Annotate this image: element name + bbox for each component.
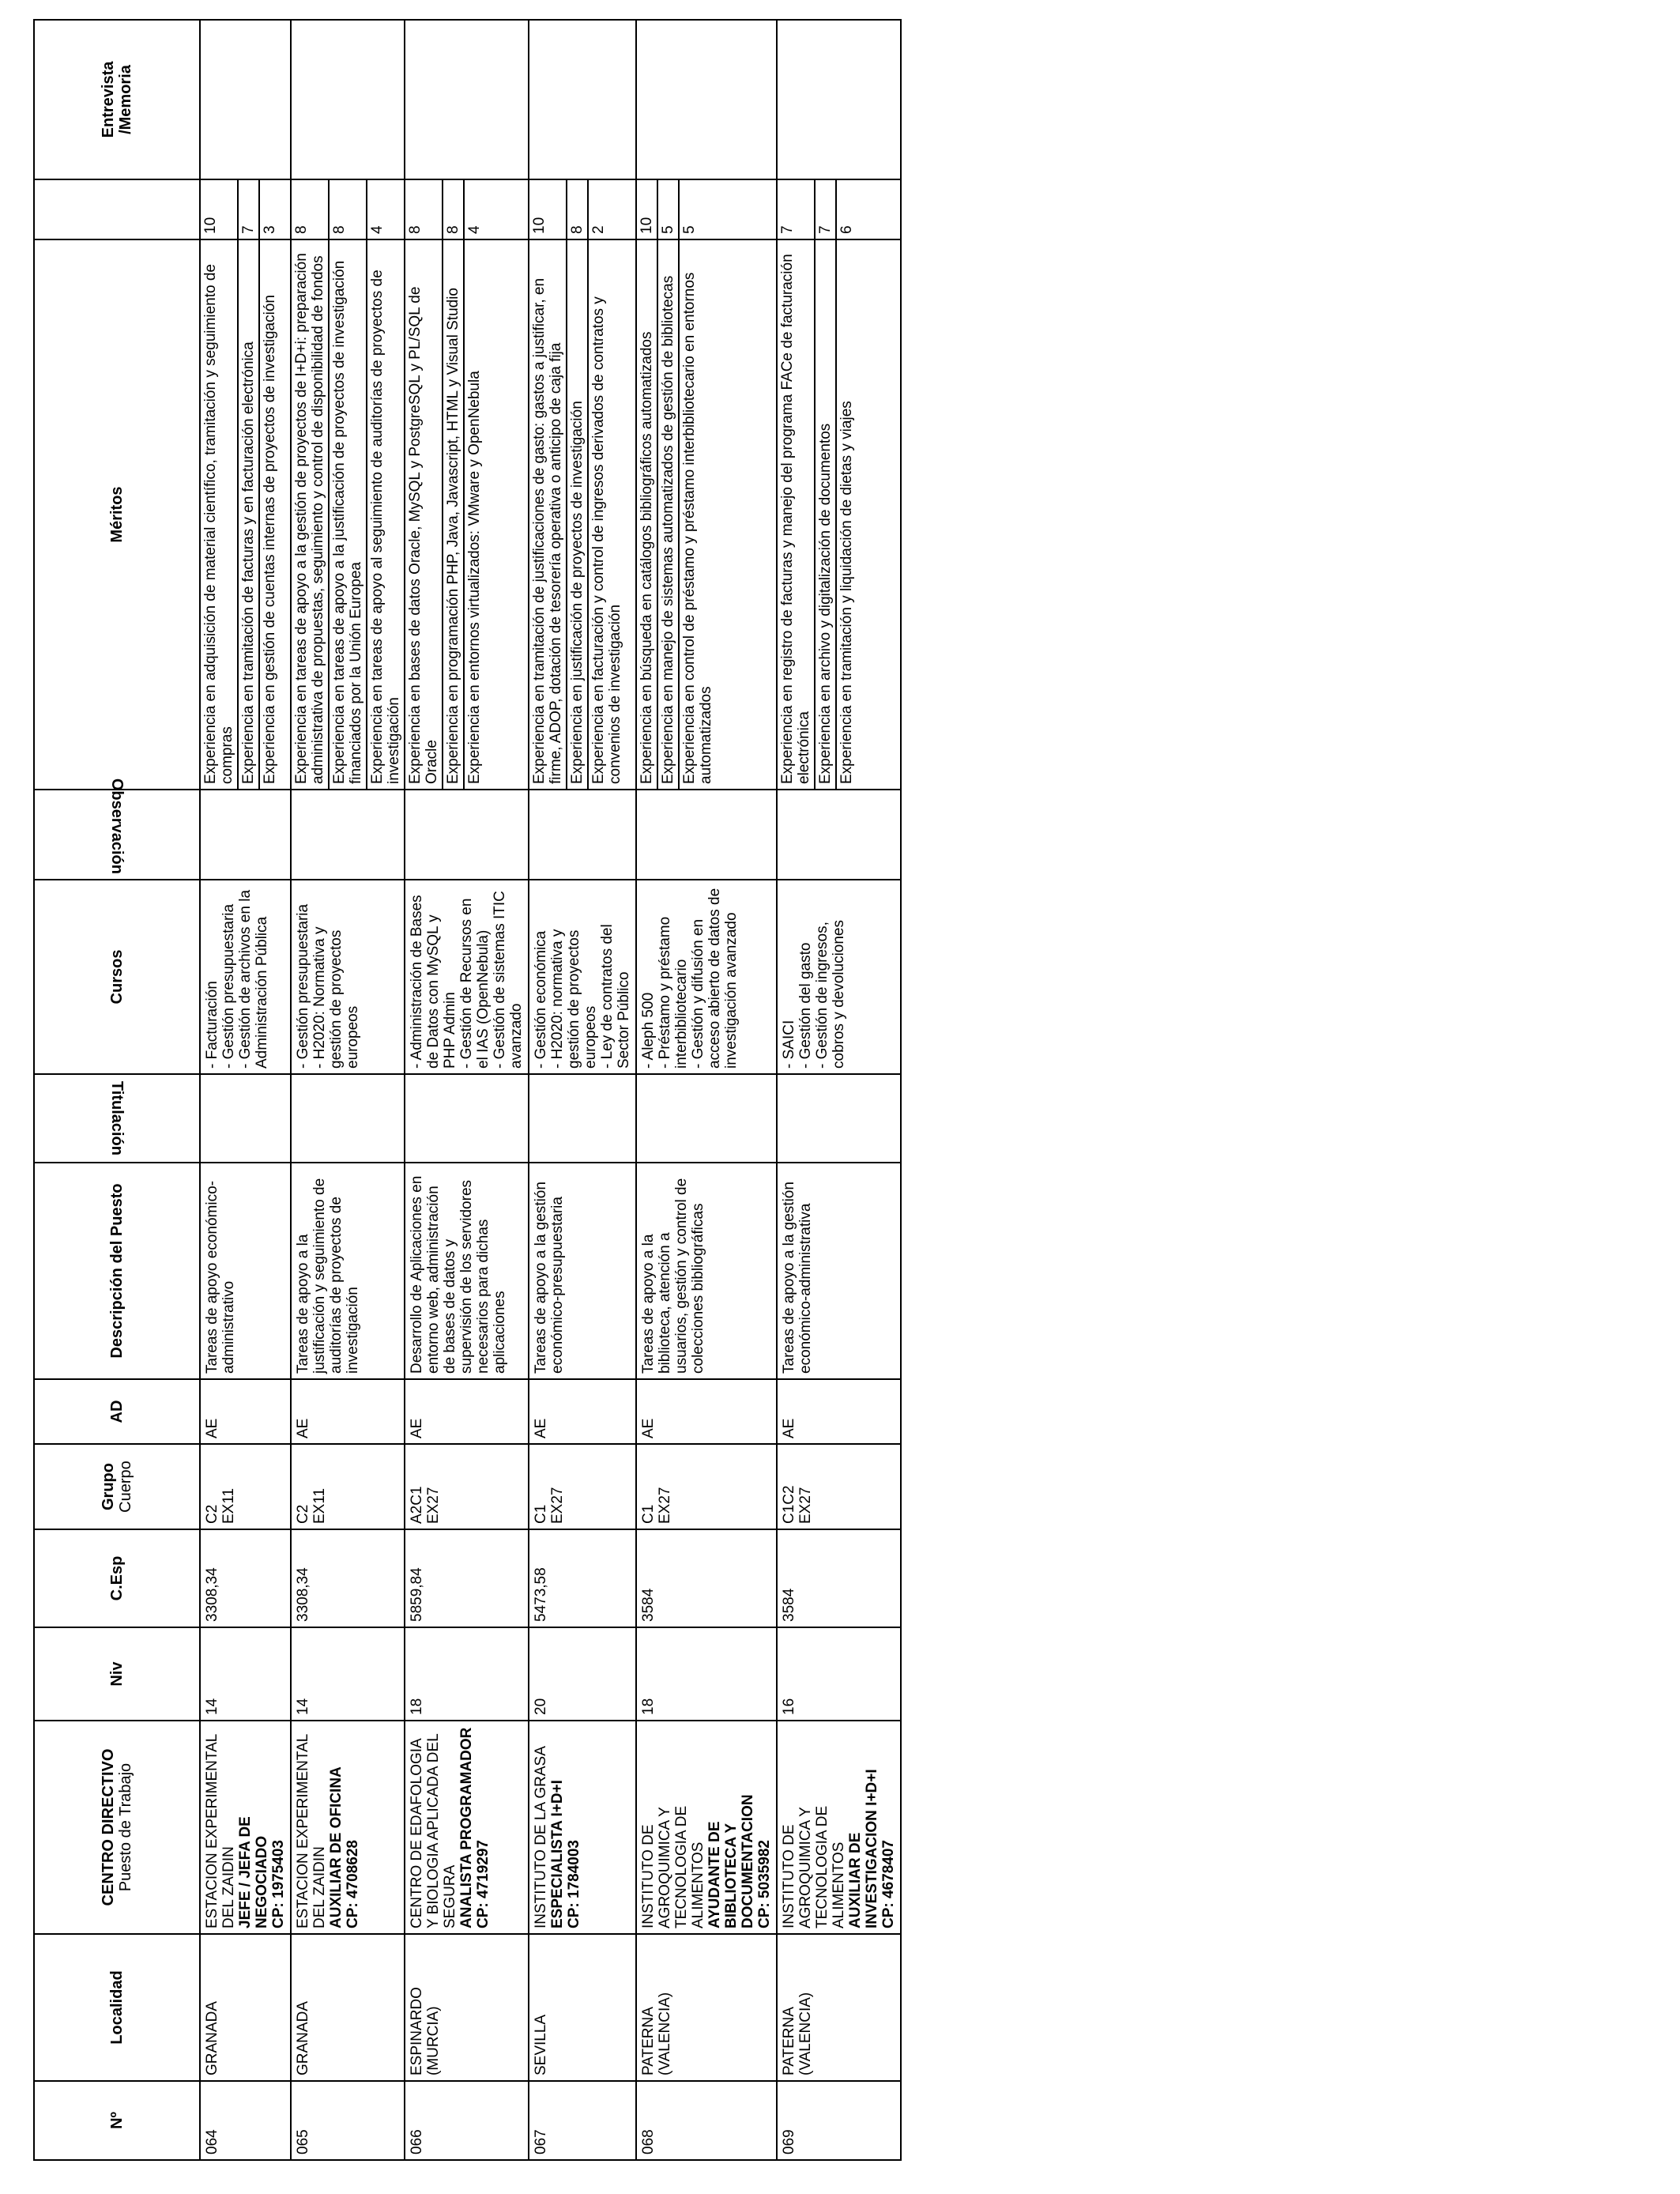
- row-puntos: [291, 179, 405, 239]
- merit-points: 7: [238, 180, 259, 239]
- merit-points: 8: [292, 180, 329, 239]
- row-centro: CENTRO DE EDAFOLOGIA Y BIOLOGIA APLICADA DEL SEGURA: [409, 1733, 458, 1928]
- header-row: [34, 20, 200, 2160]
- row-cursos: - Facturación - Gestión presupuestaria - Gestión de archivos en la Administración Pública: [200, 880, 291, 1074]
- merit-points: 8: [405, 180, 443, 239]
- row-grupo-cuerpo: [777, 1444, 901, 1529]
- table-row: [777, 20, 901, 2160]
- row-entrevista: [200, 20, 291, 179]
- header-cuerpo-label: Cuerpo: [117, 1461, 134, 1513]
- row-niv: 20: [529, 1627, 636, 1721]
- row-ad: AE: [636, 1379, 777, 1444]
- row-cp: CP: 4719297: [475, 1840, 492, 1928]
- row-puntos: [529, 179, 636, 239]
- merit-text: Experiencia en adquisición de material científico, tramitación y seguimiento de compras: [201, 240, 238, 789]
- merit-text: Experiencia en archivo y digitalización de documentos: [815, 240, 836, 789]
- header-num: Nº: [34, 2081, 200, 2160]
- row-titulacion: [636, 1074, 777, 1163]
- header-centro: [34, 1721, 200, 1934]
- row-meritos: [405, 239, 529, 790]
- row-centro: ESTACION EXPERIMENTAL DEL ZAIDIN: [295, 1734, 328, 1928]
- row-grupo: A2C1: [409, 1486, 425, 1524]
- row-niv: 16: [777, 1627, 901, 1721]
- header-points: [34, 179, 200, 239]
- merit-points: 6: [838, 225, 855, 234]
- merit-points: 8: [329, 180, 367, 239]
- merit-text: Experiencia en justificación de proyectos de investigación: [567, 240, 588, 789]
- row-meritos: [777, 239, 901, 790]
- row-number: 068: [636, 2081, 777, 2160]
- row-grupo-cuerpo: [529, 1444, 636, 1529]
- row-localidad: PATERNA (VALENCIA): [636, 1934, 777, 2081]
- row-observacion: [291, 790, 405, 880]
- header-meritos: Méritos: [34, 239, 200, 790]
- row-centro-puesto: [777, 1721, 901, 1934]
- row-cp: CP: 4708628: [345, 1840, 361, 1928]
- merit-points: 8: [443, 180, 464, 239]
- table-row: [291, 20, 405, 2160]
- row-cp: CP: 1784003: [566, 1840, 582, 1928]
- header-centro-label: CENTRO DIRECTIVO: [100, 1748, 117, 1906]
- row-cursos: - Gestión presupuestaria - H2020: Normativa y gestión de proyectos europeos: [291, 880, 405, 1074]
- header-cesp: C.Esp: [34, 1529, 200, 1627]
- row-cesp: 3584: [777, 1529, 901, 1627]
- row-cuerpo: EX27: [657, 1487, 673, 1524]
- row-meritos: [200, 239, 291, 790]
- row-cursos: - Aleph 500 - Préstamo y préstamo interbibliotecario - Gestión y difusión en acceso abierto de datos de investigación avanzado: [636, 880, 777, 1074]
- merit-points: 3: [262, 225, 278, 234]
- row-cuerpo: EX27: [549, 1487, 566, 1524]
- row-localidad: GRANADA: [291, 1934, 405, 2081]
- table-row: [636, 20, 777, 2160]
- row-number: 064: [200, 2081, 291, 2160]
- rotated-sheet: [30, 0, 1176, 2166]
- row-ad: AE: [777, 1379, 901, 1444]
- header-titulacion-label: Titulación: [108, 1080, 126, 1156]
- row-observacion: [405, 790, 529, 880]
- row-descripcion: Tareas de apoyo económico-administrativo: [200, 1163, 291, 1379]
- row-puntos: [405, 179, 529, 239]
- row-cursos: - Gestión económica - H2020: normativa y gestión de proyectos europeos - Ley de contratos del Sector Público: [529, 880, 636, 1074]
- table-row: [529, 20, 636, 2160]
- header-puesto-label: Puesto de Trabajo: [117, 1762, 134, 1892]
- row-number: 066: [405, 2081, 529, 2160]
- row-grupo-cuerpo: [200, 1444, 291, 1529]
- row-grupo: C2: [295, 1504, 311, 1524]
- merit-points: 4: [466, 225, 483, 234]
- row-puesto: JEFE / JEFA DE NEGOCIADO: [237, 1816, 270, 1928]
- row-puesto: AYUDANTE DE BIBLIOTECA Y DOCUMENTACION: [706, 1794, 756, 1928]
- row-centro: ESTACION EXPERIMENTAL DEL ZAIDIN: [204, 1734, 237, 1928]
- header-titulacion: [34, 1074, 200, 1163]
- row-centro: INSTITUTO DE AGROQUIMICA Y TECNOLOGIA DE ALIMENTOS: [640, 1805, 706, 1928]
- merit-points: 8: [567, 180, 588, 239]
- merit-points: 7: [778, 180, 815, 239]
- header-descripcion: Descripción del Puesto: [34, 1163, 200, 1379]
- row-cp: CP: 4678407: [880, 1840, 897, 1928]
- row-cuerpo: EX11: [220, 1487, 237, 1524]
- merit-text: Experiencia en tramitación de justificaciones de gasto: gastos a justificar, en firme, ADOP, dotación de tesorería operativa o anticipo de caja fija: [529, 240, 567, 789]
- merit-text: Experiencia en manejo de sistemas automatizados de gestión de bibliotecas: [657, 240, 679, 789]
- row-puesto: AUXILIAR DE INVESTIGACION I+D+I: [847, 1769, 880, 1928]
- row-puntos: [200, 179, 291, 239]
- row-observacion: [636, 790, 777, 880]
- row-ad: AE: [405, 1379, 529, 1444]
- row-niv: 14: [200, 1627, 291, 1721]
- row-centro: INSTITUTO DE AGROQUIMICA Y TECNOLOGIA DE ALIMENTOS: [781, 1805, 847, 1928]
- row-puntos: [636, 179, 777, 239]
- row-descripcion: Tareas de apoyo a la justificación y seguimiento de auditorías de proyectos de investigación: [291, 1163, 405, 1379]
- row-grupo: C2: [204, 1504, 220, 1524]
- row-entrevista: [777, 20, 901, 179]
- row-grupo: C1: [533, 1504, 549, 1524]
- row-titulacion: [291, 1074, 405, 1163]
- row-grupo: C1C2: [781, 1485, 797, 1524]
- merit-text: Experiencia en tramitación y liquidación de dietas y viajes: [838, 401, 855, 784]
- merit-text: Experiencia en gestión de cuentas internas de proyectos de investigación: [262, 295, 278, 784]
- table-row: [405, 20, 529, 2160]
- row-descripcion: Desarrollo de Aplicaciones en entorno web, administración de bases de datos y supervisión de los servidores necesarios para dichas aplicaciones: [405, 1163, 529, 1379]
- row-observacion: [777, 790, 901, 880]
- row-entrevista: [636, 20, 777, 179]
- header-observacion: [34, 778, 200, 880]
- row-localidad: SEVILLA: [529, 1934, 636, 2081]
- positions-table: [33, 19, 902, 2161]
- row-cuerpo: EX27: [797, 1487, 814, 1524]
- merit-text: Experiencia en entornos virtualizados: VMware y OpenNebula: [466, 371, 483, 784]
- row-grupo: C1: [640, 1504, 657, 1524]
- merit-text: Experiencia en facturación y control de ingresos derivados de contratos y convenios de investigación: [590, 296, 623, 784]
- row-puesto: ESPECIALISTA I+D+I: [549, 1780, 566, 1928]
- merit-text: Experiencia en programación PHP, Java, Javascript, HTML y Visual Studio: [443, 240, 464, 789]
- merit-text: Experiencia en bases de datos Oracle, MySQL y PostgreSQL y PL/SQL de Oracle: [405, 240, 443, 789]
- row-observacion: [529, 790, 636, 880]
- merit-points: 5: [657, 180, 679, 239]
- row-localidad: PATERNA (VALENCIA): [777, 1934, 901, 2081]
- row-niv: 14: [291, 1627, 405, 1721]
- header-entrevista: Entrevista /Memoria: [34, 20, 200, 179]
- row-entrevista: [529, 20, 636, 179]
- merit-text: Experiencia en búsqueda en catálogos bibliográficos automatizados: [637, 240, 657, 789]
- row-localidad: ESPINARDO (MURCIA): [405, 1934, 529, 2081]
- row-localidad: GRANADA: [200, 1934, 291, 2081]
- row-cuerpo: EX27: [425, 1487, 442, 1524]
- merit-points: 2: [590, 225, 607, 234]
- row-titulacion: [529, 1074, 636, 1163]
- row-descripcion: Tareas de apoyo a la gestión económico-administrativa: [777, 1163, 901, 1379]
- row-grupo-cuerpo: [405, 1444, 529, 1529]
- header-cursos: Cursos: [34, 880, 200, 1074]
- row-number: 067: [529, 2081, 636, 2160]
- row-cesp: 3308,34: [200, 1529, 291, 1627]
- row-meritos: [636, 239, 777, 790]
- rows-body: [200, 20, 901, 2160]
- row-cp: CP: 5035982: [756, 1840, 773, 1928]
- row-centro-puesto: [636, 1721, 777, 1934]
- row-niv: 18: [636, 1627, 777, 1721]
- header-grupo-label: Grupo: [100, 1463, 117, 1510]
- row-cp: CP: 1975403: [270, 1840, 287, 1928]
- row-entrevista: [291, 20, 405, 179]
- header-ad: AD: [34, 1379, 200, 1444]
- merit-points: 5: [681, 225, 698, 234]
- row-centro-puesto: [405, 1721, 529, 1934]
- row-centro-puesto: [200, 1721, 291, 1934]
- row-titulacion: [777, 1074, 901, 1163]
- row-grupo-cuerpo: [291, 1444, 405, 1529]
- merit-points: 4: [369, 225, 386, 234]
- row-meritos: [529, 239, 636, 790]
- row-cursos: - SAICI - Gestión del gasto - Gestión de ingresos, cobros y devoluciones: [777, 880, 901, 1074]
- header-localidad: Localidad: [34, 1934, 200, 2081]
- row-titulacion: [405, 1074, 529, 1163]
- row-puesto: ANALISTA PROGRAMADOR: [458, 1727, 475, 1928]
- row-centro: INSTITUTO DE LA GRASA: [533, 1746, 549, 1928]
- row-ad: AE: [529, 1379, 636, 1444]
- row-descripcion: Tareas de apoyo a la biblioteca, atención a usuarios, gestión y control de colecciones bibliográficas: [636, 1163, 777, 1379]
- header-observacion-label: Observación: [108, 778, 126, 874]
- row-cursos: - Administración de Bases de Datos con MySQL y PHP Admin - Gestión de Recursos en el IAS (OpenNebula) - Gestión de sistemas ITIC avanzado: [405, 880, 529, 1074]
- row-cesp: 5859,84: [405, 1529, 529, 1627]
- merit-text: Experiencia en tareas de apoyo al seguimiento de auditorías de proyectos de investigación: [369, 270, 402, 784]
- header-grupo: [34, 1444, 200, 1529]
- row-descripcion: Tareas de apoyo a la gestión económico-presupuestaria: [529, 1163, 636, 1379]
- row-cesp: 5473,58: [529, 1529, 636, 1627]
- row-puntos: [777, 179, 901, 239]
- merit-points: 10: [529, 180, 567, 239]
- row-centro-puesto: [529, 1721, 636, 1934]
- row-niv: 18: [405, 1627, 529, 1721]
- row-cesp: 3308,34: [291, 1529, 405, 1627]
- merit-text: Experiencia en registro de facturas y manejo del programa FACe de facturación electrónica: [778, 240, 815, 789]
- row-ad: AE: [291, 1379, 405, 1444]
- row-grupo-cuerpo: [636, 1444, 777, 1529]
- table-row: [200, 20, 291, 2160]
- row-puesto: AUXILIAR DE OFICINA: [328, 1766, 345, 1928]
- row-entrevista: [405, 20, 529, 179]
- header-niv: Niv: [34, 1627, 200, 1721]
- row-cuerpo: EX11: [311, 1487, 328, 1524]
- row-centro-puesto: [291, 1721, 405, 1934]
- row-meritos: [291, 239, 405, 790]
- merit-points: 7: [815, 180, 836, 239]
- row-cesp: 3584: [636, 1529, 777, 1627]
- merit-points: 10: [201, 180, 238, 239]
- row-ad: AE: [200, 1379, 291, 1444]
- merit-text: Experiencia en tareas de apoyo a la justificación de proyectos de investigación financiados por la Unión Europea: [329, 240, 367, 789]
- merit-text: Experiencia en tareas de apoyo a la gestión de proyectos de I+D+i: preparación administrativa de propuestas, seguimiento y control de disponibilidad de fondos: [292, 240, 329, 789]
- row-number: 069: [777, 2081, 901, 2160]
- merit-text: Experiencia en control de préstamo y préstamo interbibliotecario en entornos automatizados: [681, 272, 714, 784]
- merit-text: Experiencia en tramitación de facturas y en facturación electrónica: [238, 240, 259, 789]
- row-number: 065: [291, 2081, 405, 2160]
- row-titulacion: [200, 1074, 291, 1163]
- row-observacion: [200, 790, 291, 880]
- merit-points: 10: [637, 180, 657, 239]
